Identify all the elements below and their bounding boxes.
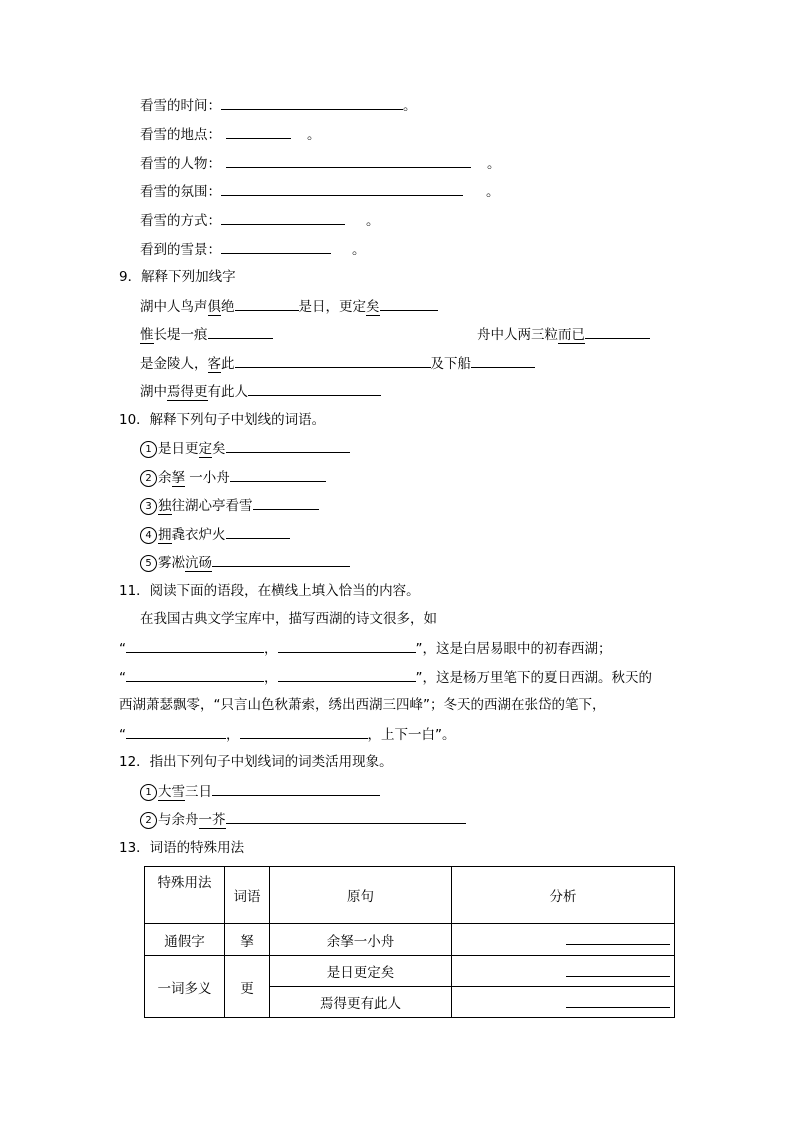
q9-title: 9．解释下列加线字 xyxy=(119,269,236,285)
snow-place-row: 看雪的地点： 。 xyxy=(140,127,321,143)
table-row xyxy=(145,924,675,956)
analysis-cell xyxy=(452,924,675,956)
answer-blank[interactable] xyxy=(226,154,471,168)
word-cell: 拏 xyxy=(225,924,270,956)
answer-blank[interactable] xyxy=(221,182,463,196)
header-word: 词语 xyxy=(225,867,270,924)
answer-blank[interactable] xyxy=(126,725,226,739)
answer-blank[interactable] xyxy=(585,325,650,339)
underlined-word: 焉得 xyxy=(167,384,194,400)
underlined-word: 沆砀 xyxy=(185,555,212,571)
underlined-word: 俱 xyxy=(207,299,221,315)
answer-blank[interactable] xyxy=(226,439,350,453)
underlined-word: 拏 xyxy=(171,470,185,486)
underlined-word: 一芥 xyxy=(198,812,226,828)
q9-row-2b: 舟中人两三粒而已 xyxy=(477,325,650,344)
answer-blank[interactable] xyxy=(380,297,438,311)
underlined-word: 拥 xyxy=(158,527,172,543)
answer-blank[interactable] xyxy=(566,962,670,977)
answer-blank[interactable] xyxy=(235,354,431,368)
q11-title: 11．阅读下面的语段，在横线上填入恰当的内容。 xyxy=(119,583,420,599)
circled-number: 1 xyxy=(140,784,157,801)
header-analysis: 分析 xyxy=(452,867,675,924)
answer-blank[interactable] xyxy=(471,354,535,368)
underlined-word: 更 xyxy=(194,384,208,400)
word-cell: 更 xyxy=(225,956,270,1018)
underlined-word: 惟 xyxy=(140,327,154,343)
q10-title: 10．解释下列句子中划线的词语。 xyxy=(119,412,326,428)
q11-paragraph-start: 在我国古典文学宝库中，描写西湖的诗文很多，如 xyxy=(140,611,437,627)
answer-blank[interactable] xyxy=(221,240,331,254)
q12-item-1: 1 大雪三日 xyxy=(140,782,380,801)
q12-title: 12．指出下列句子中划线词的词类活用现象。 xyxy=(119,754,393,770)
q9-row-2a: 惟长堤一痕 xyxy=(140,325,273,344)
q9-row-1: 湖中人鸟声俱绝 是日，更定矣 xyxy=(140,297,438,316)
answer-blank[interactable] xyxy=(208,325,273,339)
circled-number: 2 xyxy=(140,812,157,829)
q11-line-1: “ ， ”，这是白居易眼中的初春西湖； xyxy=(119,641,612,657)
circled-number: 1 xyxy=(140,441,157,458)
underlined-word: 而已 xyxy=(558,327,585,343)
underlined-word: 矣 xyxy=(366,299,380,315)
usage-table xyxy=(144,866,675,1018)
answer-blank[interactable] xyxy=(212,553,350,567)
answer-blank[interactable] xyxy=(278,668,416,682)
q10-item-1: 1 是日更定矣 xyxy=(140,439,350,458)
snow-manner-row: 看雪的方式： 。 xyxy=(140,213,380,229)
snow-time-row: 看雪的时间： 。 xyxy=(140,98,417,114)
answer-blank[interactable] xyxy=(235,297,299,311)
analysis-cell xyxy=(452,956,675,987)
answer-blank[interactable] xyxy=(566,993,670,1008)
underlined-word: 独 xyxy=(158,498,172,514)
sentence-cell: 是日更定矣 xyxy=(270,956,452,987)
answer-blank[interactable] xyxy=(226,525,290,539)
snow-scene-row: 看到的雪景： 。 xyxy=(140,242,366,258)
circled-number: 2 xyxy=(140,470,157,487)
answer-blank[interactable] xyxy=(278,639,416,653)
underlined-word: 客 xyxy=(207,356,221,372)
answer-blank[interactable] xyxy=(226,125,291,139)
usage-cell: 一词多义 xyxy=(145,956,225,1018)
analysis-cell xyxy=(452,987,675,1018)
header-usage: 特殊用法 xyxy=(145,867,225,924)
answer-blank[interactable] xyxy=(221,96,403,110)
q9-row-4: 湖中焉得更有此人 xyxy=(140,382,381,401)
table-header-row xyxy=(145,867,675,924)
q13-title: 13．词语的特殊用法 xyxy=(119,840,245,856)
snow-atmosphere-row: 看雪的氛围： 。 xyxy=(140,184,500,200)
q10-item-2: 2 余拏 一小舟 xyxy=(140,468,326,487)
answer-blank[interactable] xyxy=(240,725,368,739)
circled-number: 4 xyxy=(140,527,157,544)
q11-line-3: 西湖萧瑟飘零，“只言山色秋萧索，绣出西湖三四峰”；冬天的西湖在张岱的笔下， xyxy=(119,697,606,713)
usage-cell: 通假字 xyxy=(145,924,225,956)
q12-item-2: 2 与余舟一芥 xyxy=(140,810,466,829)
answer-blank[interactable] xyxy=(126,639,264,653)
answer-blank[interactable] xyxy=(221,211,345,225)
answer-blank[interactable] xyxy=(126,668,264,682)
q9-row-3: 是金陵人，客此 及下船 xyxy=(140,354,535,373)
sentence-cell: 焉得更有此人 xyxy=(270,987,452,1018)
header-sentence: 原句 xyxy=(270,867,452,924)
q11-line-2: “ ， ”，这是杨万里笔下的夏日西湖。秋天的 xyxy=(119,670,652,686)
q11-line-4: “ ， ，上下一白”。 xyxy=(119,727,456,743)
answer-blank[interactable] xyxy=(212,782,380,796)
answer-blank[interactable] xyxy=(566,930,670,945)
table-row xyxy=(145,956,675,987)
circled-number: 5 xyxy=(140,555,157,572)
q10-item-3: 3 独往湖心亭看雪 xyxy=(140,496,319,515)
answer-blank[interactable] xyxy=(226,810,466,824)
snow-people-row: 看雪的人物： 。 xyxy=(140,156,501,172)
answer-blank[interactable] xyxy=(248,382,381,396)
underlined-word: 大雪 xyxy=(158,784,185,800)
sentence-cell: 余拏一小舟 xyxy=(270,924,452,956)
q10-item-5: 5 雾凇沆砀 xyxy=(140,553,350,572)
answer-blank[interactable] xyxy=(253,496,319,510)
answer-blank[interactable] xyxy=(230,468,326,482)
q10-item-4: 4 拥毳衣炉火 xyxy=(140,525,290,544)
underlined-word: 定 xyxy=(198,441,212,457)
circled-number: 3 xyxy=(140,498,157,515)
